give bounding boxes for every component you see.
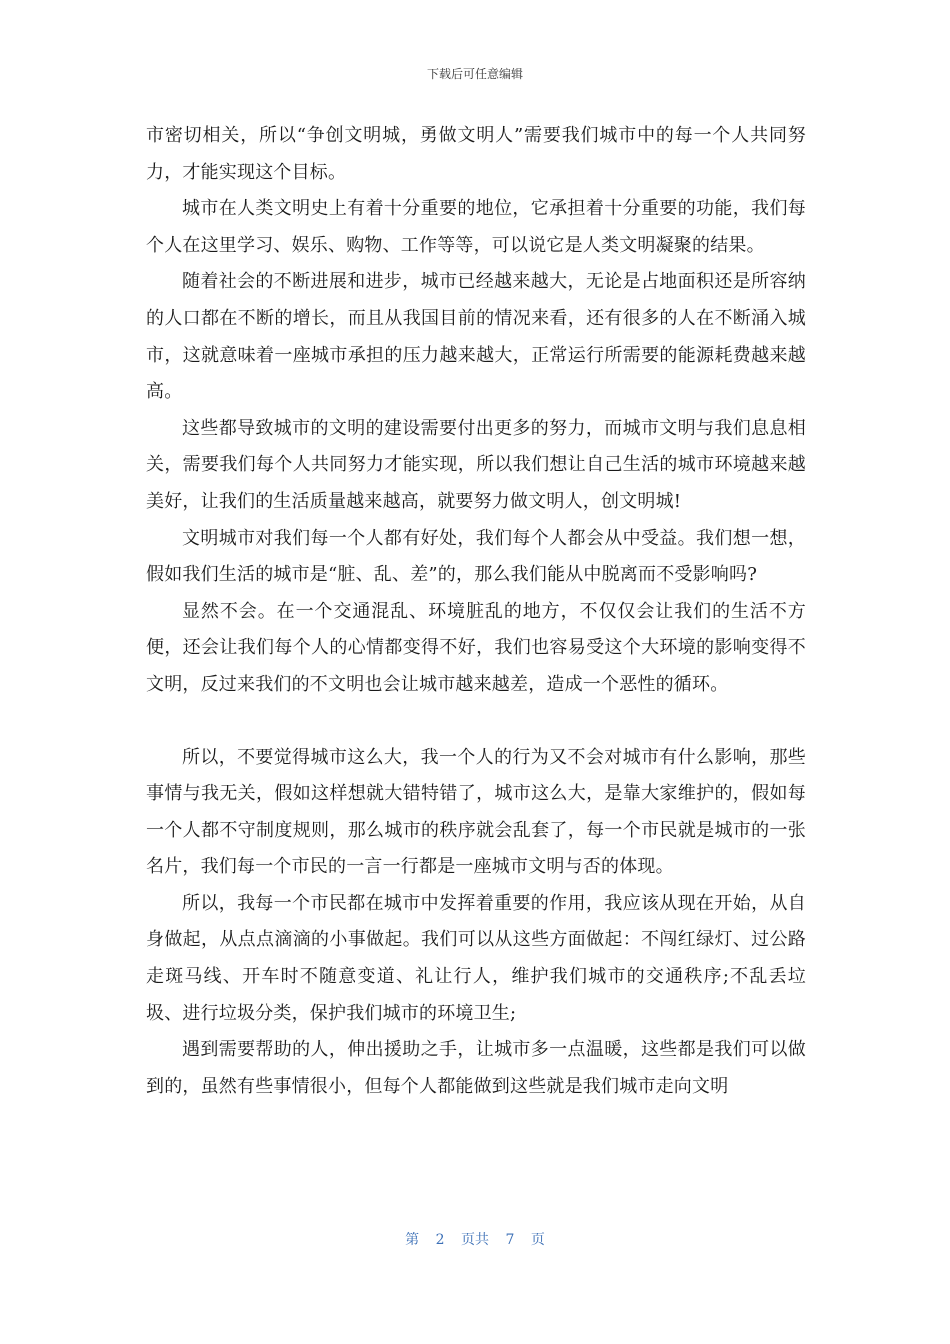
- paragraph-5: 文明城市对我们每一个人都有好处，我们每个人都会从中受益。我们想一想，假如我们生活的城市是“脏、乱、差”的，那么我们能从中脱离而不受影响吗?: [146, 527, 806, 586]
- paragraph-6: 显然不会。在一个交通混乱、环境脏乱的地方，不仅仅会让我们的生活不方便，还会让我们每个人的心情都变得不好，我们也容易受这个大环境的影响变得不文明，反过来我们的不文明也会让城市越来越差，造成一个恶性的循环。: [146, 600, 806, 695]
- footer-current-page: 2: [435, 1232, 445, 1248]
- page-header-note: 下载后可任意编辑: [426, 67, 523, 81]
- footer-total-pages: 7: [505, 1232, 515, 1248]
- paragraph-7: 所以，不要觉得城市这么大，我一个人的行为又不会对城市有什么影响，那些事情与我无关，假如这样想就大错特错了，城市这么大，是靠大家维护的，假如每一个人都不守制度规则，那么城市的秩序就会乱套了，每一个市民就是城市的一张名片，我们每一个市民的一言一行都是一座城市文明与否的体现。: [146, 746, 806, 878]
- footer-suffix: 页: [530, 1232, 545, 1248]
- footer-middle: 页共: [461, 1232, 489, 1248]
- paragraph-9: 遇到需要帮助的人，伸出援助之手，让城市多一点温暖，这些都是我们可以做到的，虽然有些事情很小，但每个人都能做到这些就是我们城市走向文明: [146, 1039, 806, 1097]
- paragraph-3: 随着社会的不断进展和进步，城市已经越来越大，无论是占地面积还是所容纳的人口都在不断的增长，而且从我国目前的情况来看，还有很多的人在不断涌入城市，这就意味着一座城市承担的压力越来越大，正常运行所需要的能源耗费越来越高。: [146, 271, 806, 403]
- paragraph-2: 城市在人类文明史上有着十分重要的地位，它承担着十分重要的功能，我们每个人在这里学习、娱乐、购物、工作等等，可以说它是人类文明凝聚的结果。: [146, 198, 806, 256]
- paragraph-1: 市密切相关，所以“争创文明城，勇做文明人”需要我们城市中的每一个人共同努力，才能实现这个目标。: [146, 125, 806, 183]
- footer-prefix: 第: [405, 1232, 420, 1248]
- paragraph-8: 所以，我每一个市民都在城市中发挥着重要的作用，我应该从现在开始，从自身做起，从点点滴滴的小事做起。我们可以从这些方面做起：不闯红绿灯、过公路走斑马线、开车时不随意变道、礼让行人，维护我们城市的交通秩序;不乱丢垃圾、进行垃圾分类，保护我们城市的环境卫生;: [146, 892, 806, 1024]
- paragraph-4: 这些都导致城市的文明的建设需要付出更多的努力，而城市文明与我们息息相关，需要我们每个人共同努力才能实现，所以我们想让自己生活的城市环境越来越美好，让我们的生活质量越来越高，就要努力做文明人，创文明城!: [146, 417, 806, 512]
- document-body: [146, 118, 806, 1105]
- page-footer: [0, 1230, 950, 1250]
